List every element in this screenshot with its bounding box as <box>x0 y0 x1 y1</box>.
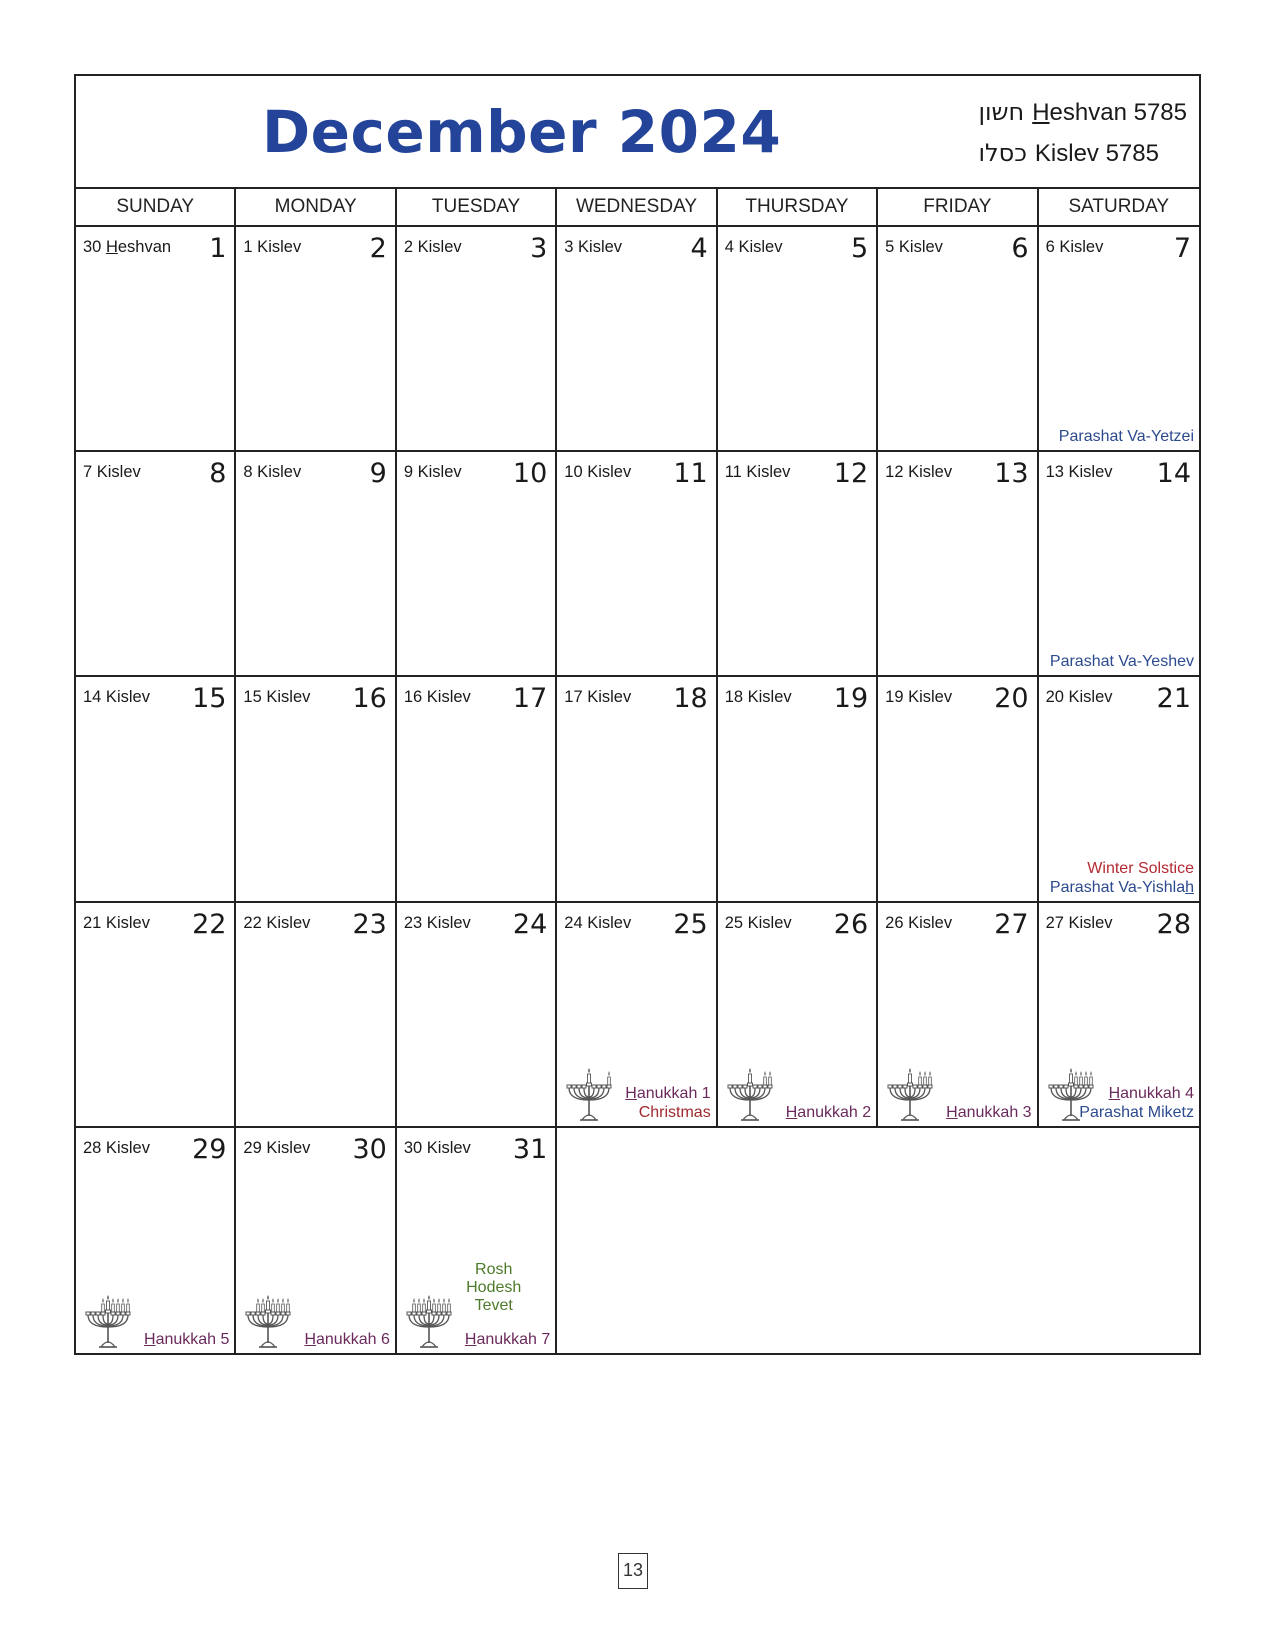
event-initial: H <box>785 1103 798 1121</box>
day-cell[interactable] <box>878 452 1038 677</box>
empty-cell <box>878 1128 1038 1353</box>
menorah-icon <box>886 1066 934 1122</box>
day-cell[interactable] <box>878 903 1038 1128</box>
day-number: 24 <box>512 908 548 940</box>
hebrew-date <box>83 238 171 257</box>
menorah-icon <box>405 1293 453 1349</box>
day-cell[interactable] <box>1039 903 1199 1128</box>
event-hanukkah <box>1079 1084 1194 1103</box>
event-parasha: Parashat Va-Yeshev <box>1049 653 1194 671</box>
event-list <box>1050 652 1194 671</box>
day-cell[interactable] <box>76 452 236 677</box>
day-cell[interactable] <box>718 903 878 1128</box>
menorah-icon <box>244 1293 292 1349</box>
event-text: anukkah 4 <box>1120 1084 1194 1102</box>
event-text: anukkah 6 <box>316 1330 390 1348</box>
hebrew-date: 6 Kislev <box>1045 238 1104 256</box>
event-hanukkah <box>625 1084 710 1103</box>
event-hanukkah <box>144 1330 229 1349</box>
day-number: 10 <box>512 458 548 490</box>
day-cell[interactable] <box>236 227 396 452</box>
day-number: 3 <box>530 233 548 264</box>
day-number: 7 <box>1173 233 1191 264</box>
hebrew-date: 1 Kislev <box>243 238 302 256</box>
day-number: 27 <box>994 908 1029 940</box>
hebrew-date: 3 Kislev <box>564 238 623 256</box>
event-list <box>1059 427 1194 446</box>
rosh-hodesh-line: Rosh <box>475 1260 513 1278</box>
empty-cell <box>718 1128 878 1353</box>
hebrew-date: 19 Kislev <box>885 688 953 707</box>
event-parasha: Parashat Miketz <box>1079 1103 1194 1121</box>
calendar <box>74 74 1201 1355</box>
day-number: 6 <box>1011 233 1029 264</box>
hebrew-date: 29 Kislev <box>243 1138 311 1157</box>
day-cell[interactable] <box>397 452 557 677</box>
day-number: 31 <box>512 1133 548 1165</box>
hebrew-month-1 <box>978 92 1187 133</box>
hebrew-date: 15 Kislev <box>243 688 311 707</box>
event-initial: H <box>144 1330 156 1348</box>
event-hanukkah <box>946 1103 1031 1122</box>
hebrew-date: 23 Kislev <box>403 913 471 932</box>
day-cell[interactable] <box>557 227 717 452</box>
hebrew-date-number: 30 <box>83 238 106 256</box>
empty-cell <box>557 1128 717 1353</box>
day-number: 12 <box>833 458 869 490</box>
page-number: 13 <box>618 1553 648 1589</box>
day-cell[interactable] <box>236 1128 396 1353</box>
day-cell[interactable] <box>397 677 557 902</box>
hebrew-date: 25 Kislev <box>724 913 792 932</box>
hebrew-date: 21 Kislev <box>83 913 150 932</box>
day-cell[interactable] <box>557 452 717 677</box>
event-text: anukkah 2 <box>797 1103 872 1121</box>
menorah-icon <box>726 1066 774 1122</box>
hebrew-date: 14 Kislev <box>83 688 150 707</box>
day-cell[interactable] <box>557 677 717 902</box>
hebrew-date: 16 Kislev <box>403 688 471 707</box>
day-cell[interactable] <box>1039 227 1199 452</box>
day-number: 14 <box>1156 458 1191 490</box>
hebrew-month-label: eshvan 5785 <box>1049 99 1187 126</box>
day-number: 15 <box>192 683 227 715</box>
day-number: 5 <box>850 233 869 264</box>
event-list <box>946 1103 1031 1122</box>
day-number: 22 <box>192 908 227 940</box>
day-number: 26 <box>833 908 869 940</box>
day-cell[interactable] <box>1039 677 1199 902</box>
day-number: 28 <box>1156 908 1191 940</box>
empty-cell <box>1039 1128 1199 1353</box>
day-number: 13 <box>994 458 1029 490</box>
hebrew-date: 9 Kislev <box>403 463 462 482</box>
day-cell[interactable] <box>718 677 878 902</box>
event-text: anukkah 1 <box>636 1084 711 1102</box>
hebrew-date: 17 Kislev <box>564 688 632 707</box>
event-list <box>465 1330 550 1349</box>
event-text: anukkah 7 <box>476 1330 551 1348</box>
day-cell[interactable] <box>397 227 557 452</box>
day-cell[interactable] <box>76 227 236 452</box>
hebrew-date: 5 Kislev <box>885 238 943 256</box>
day-cell[interactable] <box>718 452 878 677</box>
event-text: anukkah 5 <box>155 1330 230 1348</box>
event-initial: H <box>946 1103 958 1121</box>
hebrew-date: 30 Kislev <box>403 1138 471 1157</box>
day-number: 16 <box>352 683 387 715</box>
day-number: 2 <box>369 233 387 264</box>
event-initial: H <box>464 1330 477 1348</box>
day-number: 30 <box>352 1133 387 1165</box>
day-cell[interactable] <box>718 227 878 452</box>
event-list <box>786 1103 871 1122</box>
hebrew-month-name: כסלו <box>978 139 1027 167</box>
hebrew-month-2 <box>978 133 1187 174</box>
day-number: 9 <box>369 458 387 490</box>
weekday-sunday: SUNDAY <box>76 189 236 225</box>
event-list <box>1050 859 1194 897</box>
hebrew-date: 26 Kislev <box>885 913 953 932</box>
day-cell[interactable] <box>236 452 396 677</box>
rosh-hodesh-line: Tevet <box>474 1296 513 1314</box>
hebrew-date-month: eshvan <box>117 238 172 256</box>
hebrew-month-label: Kislev 5785 <box>1034 140 1159 167</box>
event-list <box>625 1084 710 1122</box>
weekday-wednesday: WEDNESDAY <box>557 189 717 225</box>
day-number: 19 <box>833 683 869 715</box>
day-number: 29 <box>192 1133 227 1165</box>
page-title: December 2024 <box>262 98 782 166</box>
day-number: 11 <box>673 458 708 490</box>
day-cell[interactable] <box>1039 452 1199 677</box>
hebrew-date: 11 Kislev <box>724 463 791 482</box>
day-number: 25 <box>673 908 708 940</box>
day-number: 21 <box>1156 683 1191 715</box>
event-text: anukkah 3 <box>957 1103 1032 1121</box>
day-cell[interactable] <box>76 677 236 902</box>
hebrew-date: 13 Kislev <box>1045 463 1113 482</box>
event-text: Parashat Va-Yishla <box>1049 878 1186 896</box>
weekday-header-row <box>76 189 1199 227</box>
day-cell[interactable] <box>236 903 396 1128</box>
hebrew-date: 2 Kislev <box>403 238 462 256</box>
hebrew-date-initial: H <box>105 238 118 256</box>
event-list <box>304 1330 389 1349</box>
menorah-icon <box>84 1293 132 1349</box>
day-cell[interactable] <box>76 903 236 1128</box>
event-list <box>144 1330 229 1349</box>
menorah-icon <box>565 1066 613 1122</box>
day-cell[interactable] <box>878 227 1038 452</box>
calendar-header <box>76 76 1199 189</box>
day-cell[interactable] <box>878 677 1038 902</box>
day-number: 23 <box>352 908 387 940</box>
hebrew-date: 24 Kislev <box>564 913 632 932</box>
weekday-monday: MONDAY <box>236 189 396 225</box>
event-final: h <box>1185 878 1194 896</box>
event-initial: H <box>1108 1084 1121 1102</box>
day-cell[interactable] <box>236 677 396 902</box>
day-number: 20 <box>994 683 1029 715</box>
weekday-thursday: THURSDAY <box>718 189 878 225</box>
event-parasha <box>1050 878 1194 897</box>
hebrew-date: 22 Kislev <box>243 913 311 932</box>
day-cell[interactable] <box>397 903 557 1128</box>
day-number: 8 <box>209 458 227 490</box>
hebrew-date: 18 Kislev <box>724 688 792 707</box>
day-number: 1 <box>209 233 227 264</box>
hebrew-month-initial: H <box>1032 99 1050 126</box>
event-list <box>1079 1084 1194 1122</box>
event-solstice: Winter Solstice <box>1087 859 1194 877</box>
hebrew-date: 27 Kislev <box>1045 913 1113 932</box>
day-cell[interactable] <box>557 903 717 1128</box>
event-hanukkah <box>786 1103 871 1122</box>
hebrew-date: 7 Kislev <box>83 463 141 482</box>
hebrew-month-name: חשון <box>978 98 1025 126</box>
day-number: 18 <box>673 683 708 715</box>
event-christmas: Christmas <box>638 1103 711 1121</box>
event-parasha: Parashat Va-Yetzei <box>1058 428 1194 446</box>
event-hanukkah <box>465 1330 550 1349</box>
hebrew-date: 20 Kislev <box>1045 688 1113 707</box>
hebrew-date: 28 Kislev <box>83 1138 150 1157</box>
hebrew-date: 8 Kislev <box>243 463 302 482</box>
event-initial: H <box>625 1084 637 1102</box>
day-cell[interactable] <box>76 1128 236 1353</box>
rosh-hodesh-line: Hodesh <box>466 1278 522 1296</box>
event-initial: H <box>304 1330 316 1348</box>
hebrew-date: 10 Kislev <box>564 463 632 482</box>
weekday-tuesday: TUESDAY <box>397 189 557 225</box>
weekday-friday: FRIDAY <box>878 189 1038 225</box>
hebrew-date: 12 Kislev <box>885 463 953 482</box>
day-cell[interactable] <box>397 1128 557 1353</box>
weekday-saturday: SATURDAY <box>1068 196 1170 217</box>
day-number: 17 <box>512 683 548 715</box>
hebrew-months <box>978 92 1187 174</box>
event-hanukkah <box>304 1330 389 1349</box>
hebrew-date: 4 Kislev <box>724 238 783 256</box>
calendar-grid <box>76 227 1199 1353</box>
day-number: 4 <box>690 233 708 264</box>
rosh-hodesh-label <box>466 1261 521 1315</box>
